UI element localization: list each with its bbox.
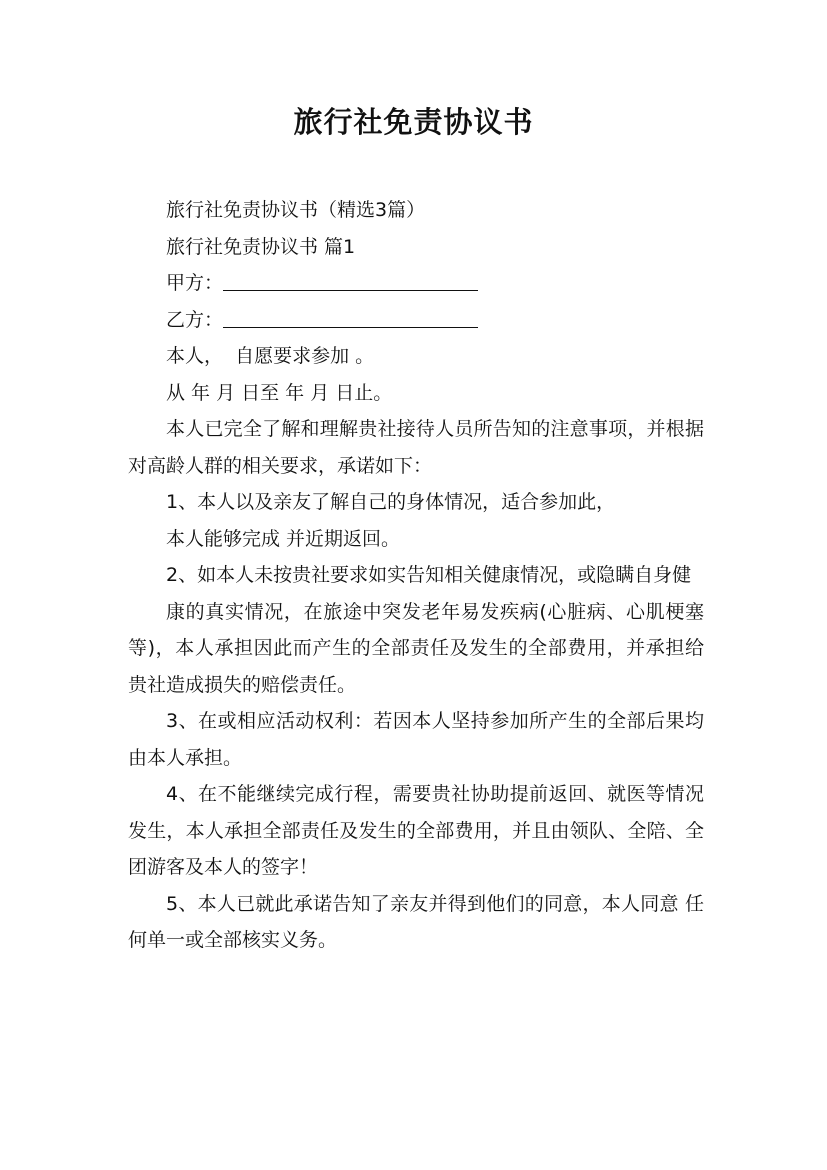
intro-paragraph: 本人已完全了解和理解贵社接待人员所告知的注意事项，并根据对高龄人群的相关要求，承诺如下： bbox=[128, 418, 704, 477]
item-4: 4、在不能继续完成行程，需要贵社协助提前返回、就医等情况发生，本人承担全部责任及发生的全部费用，并且由领队、全陪、全团游客及本人的签字！ bbox=[128, 783, 704, 878]
item-2-continued: 康的真实情况，在旅途中突发老年易发疾病(心脏病、心肌梗塞等)，本人承担因此而产生的全部责任及发生的全部费用，并承担给贵社造成损失的赔偿责任。 bbox=[128, 600, 704, 696]
party-b-label: 乙方： bbox=[166, 308, 224, 331]
item-3: 3、在或相应活动权利：若因本人坚持参加所产生的全部后果均由本人承担。 bbox=[128, 710, 704, 769]
subtitle: 旅行社免责协议书（精选3篇） bbox=[166, 199, 426, 221]
party-a-line bbox=[128, 265, 704, 302]
section-heading: 旅行社免责协议书 篇1 bbox=[166, 235, 356, 258]
party-a-blank bbox=[223, 270, 478, 291]
item-1: 1、本人以及亲友了解自己的身体情况，适合参加此， bbox=[166, 491, 616, 513]
party-a-label: 甲方： bbox=[166, 272, 224, 294]
item-5: 5、本人已就此承诺告知了亲友并得到他们的同意，本人同意 任何单一或全部核实义务。 bbox=[128, 892, 704, 951]
party-b-line bbox=[128, 302, 704, 339]
self-statement: 本人， 自愿要求参加 。 bbox=[166, 345, 375, 367]
item-1-continued: 本人能够完成 并近期返回。 bbox=[166, 527, 401, 550]
document-body bbox=[128, 192, 704, 959]
item-2: 2、如本人未按贵社要求如实告知相关健康情况，或隐瞒自身健 bbox=[166, 564, 692, 586]
document-title: 旅行社免责协议书 bbox=[293, 105, 534, 139]
date-range: 从 年 月 日至 年 月 日止。 bbox=[166, 381, 393, 404]
party-b-blank bbox=[223, 307, 478, 328]
